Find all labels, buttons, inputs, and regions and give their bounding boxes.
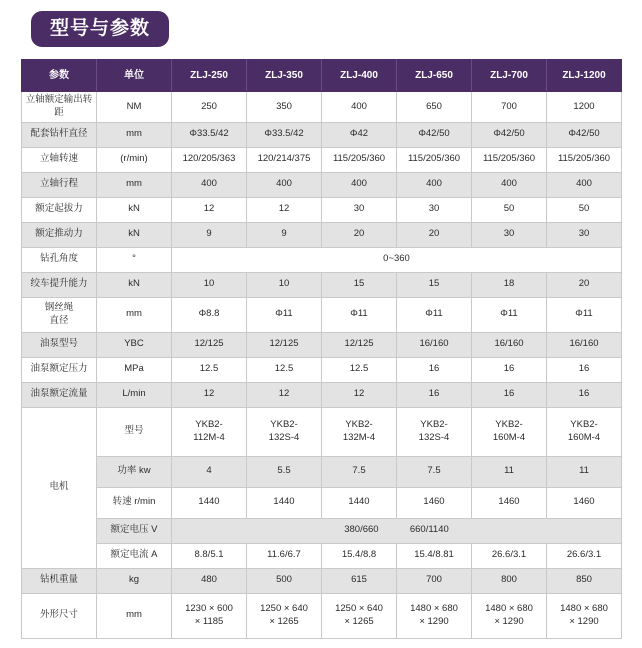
cell-value: 30 bbox=[547, 222, 622, 247]
row-label: 立轴转速 bbox=[22, 147, 97, 172]
specification-table bbox=[21, 59, 622, 639]
cell-value: 10 bbox=[172, 272, 247, 297]
cell-value-line-1: 1480 × 680 bbox=[485, 603, 533, 615]
row-unit: NM bbox=[97, 92, 172, 123]
cell-value: 12 bbox=[322, 382, 397, 407]
cell-value bbox=[247, 407, 322, 456]
voltage-value-a: 380/660 bbox=[344, 524, 379, 536]
cell-value: 16 bbox=[472, 382, 547, 407]
cell-value: 12 bbox=[172, 197, 247, 222]
row-unit: mm bbox=[97, 122, 172, 147]
cell-value: 120/205/363 bbox=[172, 147, 247, 172]
cell-value: 12.5 bbox=[247, 357, 322, 382]
cell-value: 50 bbox=[472, 197, 547, 222]
cell-value: 16 bbox=[397, 382, 472, 407]
cell-value-line-2: × 1290 bbox=[494, 615, 524, 627]
cell-value bbox=[397, 593, 472, 638]
row-label: 立轴行程 bbox=[22, 172, 97, 197]
cell-value: 15 bbox=[322, 272, 397, 297]
row-unit: kN bbox=[97, 197, 172, 222]
column-header-zlj-350: ZLJ-350 bbox=[247, 60, 322, 92]
cell-value: 12 bbox=[172, 382, 247, 407]
cell-value: 16/160 bbox=[547, 332, 622, 357]
cell-value: Φ42/50 bbox=[397, 122, 472, 147]
voltage-value-b: 660/1140 bbox=[409, 524, 449, 536]
row-unit: MPa bbox=[97, 357, 172, 382]
cell-value: 480 bbox=[172, 568, 247, 593]
cell-value: 15.4/8.8 bbox=[322, 543, 397, 568]
table-row bbox=[22, 382, 622, 407]
cell-value: 16/160 bbox=[472, 332, 547, 357]
table-row-motor-voltage bbox=[22, 518, 622, 543]
cell-value: 1440 bbox=[322, 487, 397, 518]
page-title: 型号与参数 bbox=[31, 11, 169, 47]
cell-value: 400 bbox=[247, 172, 322, 197]
row-label: 钻孔角度 bbox=[22, 247, 97, 272]
row-label: 外形尺寸 bbox=[22, 593, 97, 638]
table-row bbox=[22, 197, 622, 222]
cell-value: Φ42/50 bbox=[547, 122, 622, 147]
cell-value: 9 bbox=[247, 222, 322, 247]
cell-value: 16 bbox=[547, 382, 622, 407]
cell-value-line-2: 132M-4 bbox=[342, 431, 376, 443]
row-label: 油泵型号 bbox=[22, 332, 97, 357]
cell-value: Φ33.5/42 bbox=[172, 122, 247, 147]
row-label: 钻机重量 bbox=[22, 568, 97, 593]
cell-value: Φ11 bbox=[397, 297, 472, 332]
cell-value: 18 bbox=[472, 272, 547, 297]
cell-value: 1440 bbox=[172, 487, 247, 518]
column-header-zlj-250: ZLJ-250 bbox=[172, 60, 247, 92]
cell-value bbox=[322, 593, 397, 638]
cell-value: 16 bbox=[547, 357, 622, 382]
row-unit: mm bbox=[97, 172, 172, 197]
cell-value-line-1: YKB2- bbox=[420, 419, 448, 431]
cell-value: 400 bbox=[322, 92, 397, 123]
cell-value bbox=[172, 407, 247, 456]
cell-value: 12/125 bbox=[247, 332, 322, 357]
cell-value: 400 bbox=[322, 172, 397, 197]
cell-value: 615 bbox=[322, 568, 397, 593]
cell-value-line-1: 1250 × 640 bbox=[335, 603, 383, 615]
row-unit: 额定电流 A bbox=[97, 543, 172, 568]
row-unit: 转速 r/min bbox=[97, 487, 172, 518]
cell-value: Φ8.8 bbox=[172, 297, 247, 332]
row-unit: ° bbox=[97, 247, 172, 272]
cell-value: 115/205/360 bbox=[472, 147, 547, 172]
table-row bbox=[22, 222, 622, 247]
cell-value: 8.8/5.1 bbox=[172, 543, 247, 568]
table-row bbox=[22, 357, 622, 382]
table-body bbox=[22, 92, 622, 639]
cell-value-merged: 0~360 bbox=[172, 247, 622, 272]
cell-value: 400 bbox=[397, 172, 472, 197]
cell-value-line-1: 1480 × 680 bbox=[410, 603, 458, 615]
cell-value: 20 bbox=[397, 222, 472, 247]
table-row bbox=[22, 272, 622, 297]
cell-value: 115/205/360 bbox=[547, 147, 622, 172]
cell-value: 250 bbox=[172, 92, 247, 123]
cell-value: 120/214/375 bbox=[247, 147, 322, 172]
row-label-line-1: 钢丝绳 bbox=[44, 302, 74, 314]
row-label: 额定推动力 bbox=[22, 222, 97, 247]
row-label: 配套钻杆直径 bbox=[22, 122, 97, 147]
cell-value: 850 bbox=[547, 568, 622, 593]
cell-value: 16/160 bbox=[397, 332, 472, 357]
row-label: 额定起拔力 bbox=[22, 197, 97, 222]
column-header-zlj-700: ZLJ-700 bbox=[472, 60, 547, 92]
cell-value bbox=[547, 407, 622, 456]
row-label: 油泵额定压力 bbox=[22, 357, 97, 382]
row-label: 绞车提升能力 bbox=[22, 272, 97, 297]
cell-value: 4 bbox=[172, 456, 247, 487]
cell-value-line-1: YKB2- bbox=[570, 419, 598, 431]
row-unit: 额定电压 V bbox=[97, 518, 172, 543]
cell-value-line-2: 112M-4 bbox=[193, 431, 225, 443]
cell-value-line-2: × 1290 bbox=[569, 615, 599, 627]
cell-value: 26.6/3.1 bbox=[547, 543, 622, 568]
table-row bbox=[22, 122, 622, 147]
column-header-unit: 单位 bbox=[97, 60, 172, 92]
cell-value: 11 bbox=[472, 456, 547, 487]
cell-value: 400 bbox=[547, 172, 622, 197]
cell-value: 12/125 bbox=[172, 332, 247, 357]
cell-value: 115/205/360 bbox=[322, 147, 397, 172]
cell-value: 400 bbox=[472, 172, 547, 197]
cell-value: Φ33.5/42 bbox=[247, 122, 322, 147]
cell-value: 16 bbox=[397, 357, 472, 382]
cell-value-line-2: × 1290 bbox=[419, 615, 449, 627]
cell-value: 12 bbox=[247, 197, 322, 222]
cell-value: Φ11 bbox=[247, 297, 322, 332]
cell-value: 10 bbox=[247, 272, 322, 297]
cell-value: 400 bbox=[172, 172, 247, 197]
row-label: 立轴额定输出转距 bbox=[22, 92, 97, 123]
cell-value: 26.6/3.1 bbox=[472, 543, 547, 568]
table-row-drill-angle bbox=[22, 247, 622, 272]
cell-value: 7.5 bbox=[397, 456, 472, 487]
cell-value: 12/125 bbox=[322, 332, 397, 357]
table-header bbox=[22, 60, 622, 92]
row-unit: L/min bbox=[97, 382, 172, 407]
table-row-motor-speed bbox=[22, 487, 622, 518]
cell-value-line-2: 160M-4 bbox=[492, 431, 526, 443]
row-unit: YBC bbox=[97, 332, 172, 357]
cell-value-line-1: YKB2- bbox=[195, 419, 223, 431]
cell-value: 500 bbox=[247, 568, 322, 593]
table-row-motor-current bbox=[22, 543, 622, 568]
cell-value-line-2: × 1265 bbox=[269, 615, 299, 627]
row-unit: kN bbox=[97, 272, 172, 297]
cell-value: 1460 bbox=[397, 487, 472, 518]
cell-value-line-1: YKB2- bbox=[495, 419, 523, 431]
cell-value-line-2: × 1265 bbox=[344, 615, 374, 627]
cell-value-merged-voltage bbox=[172, 518, 622, 543]
table-row bbox=[22, 332, 622, 357]
cell-value-line-1: 1250 × 640 bbox=[260, 603, 308, 615]
table-header-row bbox=[22, 60, 622, 92]
cell-value: 20 bbox=[547, 272, 622, 297]
cell-value: 12.5 bbox=[322, 357, 397, 382]
cell-value bbox=[172, 593, 247, 638]
table-row-rope-diameter bbox=[22, 297, 622, 332]
cell-value: Φ11 bbox=[472, 297, 547, 332]
cell-value-line-2: 132S-4 bbox=[418, 431, 450, 443]
spec-table-container bbox=[0, 47, 642, 639]
cell-value: Φ11 bbox=[322, 297, 397, 332]
cell-value-line-1: 1480 × 680 bbox=[560, 603, 608, 615]
cell-value: 800 bbox=[472, 568, 547, 593]
cell-value: 7.5 bbox=[322, 456, 397, 487]
cell-value bbox=[472, 407, 547, 456]
table-row bbox=[22, 147, 622, 172]
cell-value: 350 bbox=[247, 92, 322, 123]
column-header-zlj-650: ZLJ-650 bbox=[397, 60, 472, 92]
cell-value: 50 bbox=[547, 197, 622, 222]
cell-value bbox=[472, 593, 547, 638]
cell-value: 20 bbox=[322, 222, 397, 247]
row-label-line-2: 直径 bbox=[49, 314, 69, 326]
column-header-zlj-400: ZLJ-400 bbox=[322, 60, 397, 92]
cell-value: 1200 bbox=[547, 92, 622, 123]
cell-value-line-1: 1230 × 600 bbox=[185, 603, 233, 615]
cell-value: 15.4/8.81 bbox=[397, 543, 472, 568]
cell-value: 1460 bbox=[547, 487, 622, 518]
cell-value: 700 bbox=[472, 92, 547, 123]
cell-value bbox=[397, 407, 472, 456]
cell-value-line-1: YKB2- bbox=[270, 419, 298, 431]
cell-value: 30 bbox=[472, 222, 547, 247]
row-unit: 型号 bbox=[97, 407, 172, 456]
cell-value: 1440 bbox=[247, 487, 322, 518]
cell-value: 12.5 bbox=[172, 357, 247, 382]
row-unit: (r/min) bbox=[97, 147, 172, 172]
cell-value: 30 bbox=[397, 197, 472, 222]
cell-value: 11.6/6.7 bbox=[247, 543, 322, 568]
cell-value: 1460 bbox=[472, 487, 547, 518]
cell-value-line-1: YKB2- bbox=[345, 419, 373, 431]
column-header-parameter: 参数 bbox=[22, 60, 97, 92]
cell-value bbox=[547, 593, 622, 638]
cell-value: Φ42/50 bbox=[472, 122, 547, 147]
cell-value: 115/205/360 bbox=[397, 147, 472, 172]
table-row-motor-power bbox=[22, 456, 622, 487]
row-unit: kg bbox=[97, 568, 172, 593]
row-unit: mm bbox=[97, 297, 172, 332]
row-label-motor-group: 电机 bbox=[22, 407, 97, 568]
table-row bbox=[22, 172, 622, 197]
cell-value-line-2: × 1185 bbox=[194, 615, 224, 627]
table-row-weight bbox=[22, 568, 622, 593]
table-row bbox=[22, 92, 622, 123]
cell-value bbox=[247, 593, 322, 638]
cell-value-line-2: 132S-4 bbox=[268, 431, 300, 443]
cell-value: 30 bbox=[322, 197, 397, 222]
row-label: 油泵额定流量 bbox=[22, 382, 97, 407]
cell-value: 9 bbox=[172, 222, 247, 247]
table-row-dimensions bbox=[22, 593, 622, 638]
cell-value bbox=[322, 407, 397, 456]
cell-value: 700 bbox=[397, 568, 472, 593]
cell-value: 16 bbox=[472, 357, 547, 382]
cell-value: 11 bbox=[547, 456, 622, 487]
cell-value: Φ11 bbox=[547, 297, 622, 332]
cell-value: 12 bbox=[247, 382, 322, 407]
cell-value: Φ42 bbox=[322, 122, 397, 147]
page-title-container bbox=[0, 0, 642, 47]
row-label bbox=[22, 297, 97, 332]
cell-value: 650 bbox=[397, 92, 472, 123]
cell-value: 5.5 bbox=[247, 456, 322, 487]
row-unit: kN bbox=[97, 222, 172, 247]
cell-value-line-2: 160M-4 bbox=[567, 431, 601, 443]
column-header-zlj-1200: ZLJ-1200 bbox=[547, 60, 622, 92]
row-unit: mm bbox=[97, 593, 172, 638]
row-unit: 功率 kw bbox=[97, 456, 172, 487]
cell-value: 15 bbox=[397, 272, 472, 297]
table-row-motor-model bbox=[22, 407, 622, 456]
